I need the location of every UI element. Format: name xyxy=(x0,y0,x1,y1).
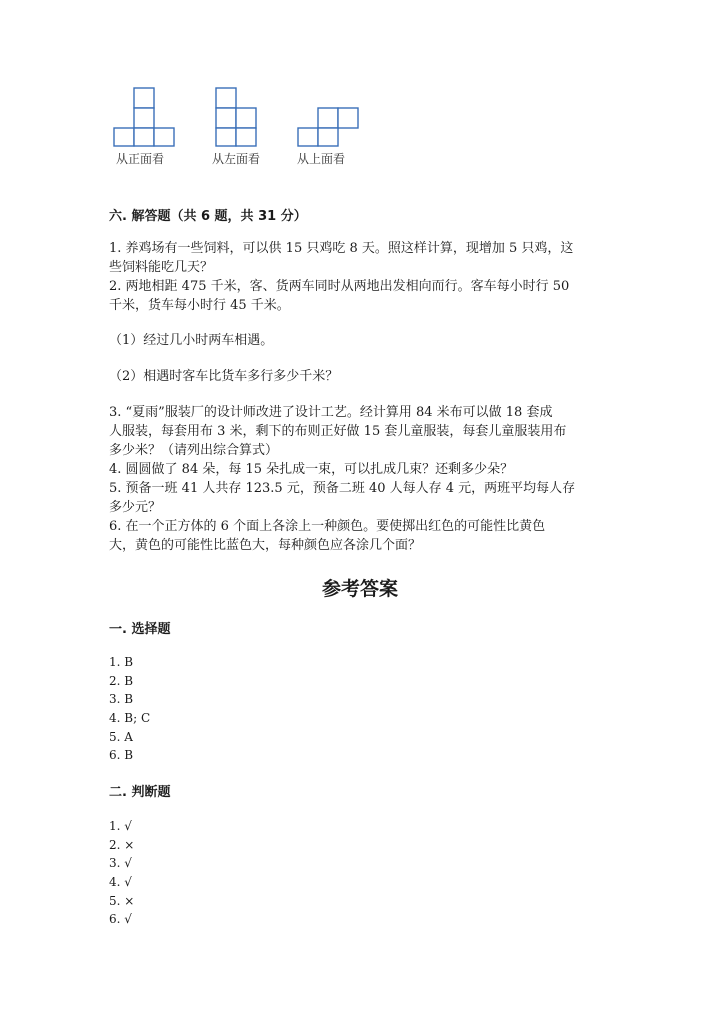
answers-title: 参考答案 xyxy=(321,578,398,600)
answers-section1-list xyxy=(109,653,150,765)
q3-line1: 3. “夏雨”服装厂的设计师改进了设计工艺。经计算用 84 米布可以做 18 套成 xyxy=(109,405,553,420)
front-view-caption: 从正面看 xyxy=(116,152,165,166)
q5-line1: 5. 预备一班 41 人共存 123.5 元，预备二班 40 人每人存 4 元，两班平均每人存 xyxy=(109,481,576,496)
top-view-drawing xyxy=(297,86,361,148)
q3-line3: 多少米？（请列出综合算式） xyxy=(109,443,279,458)
answer-item: 4. B; C xyxy=(109,711,151,726)
three-view-figure xyxy=(110,86,370,172)
answer-item: 2. B xyxy=(109,673,134,688)
answers-section2-list xyxy=(109,817,134,929)
q2-sub2: （2）相遇时客车比货车多行多少千米？ xyxy=(109,369,339,384)
question-2 xyxy=(109,277,614,315)
answer-item: 1. √ xyxy=(109,819,132,833)
question-3 xyxy=(109,403,614,460)
answer-item: 6. B xyxy=(109,748,134,763)
answer-item: 4. √ xyxy=(109,875,132,890)
front-view xyxy=(113,86,175,166)
answer-item: 5. A xyxy=(109,729,133,744)
q2-line1: 2. 两地相距 475 千米，客、货两车同时从两地出发相向而行。客车每小时行 50 xyxy=(109,279,570,294)
section6-heading: 六. 解答题（共 6 题，共 31 分） xyxy=(109,209,307,224)
answer-item: 1. B xyxy=(109,655,134,669)
answer-item: 3. B xyxy=(109,692,134,707)
q6-line1: 6. 在一个正方体的 6 个面上各涂上一种颜色。要使掷出红色的可能性比黄色 xyxy=(109,519,546,534)
top-view xyxy=(297,86,361,166)
answer-item: 3. √ xyxy=(109,856,132,871)
q6-line2: 大，黄色的可能性比蓝色大，每种颜色应各涂几个面？ xyxy=(109,538,422,553)
answer-item: 2. × xyxy=(109,837,135,852)
front-view-drawing xyxy=(113,86,175,148)
q3-line2: 人服装，每套用布 3 米，剩下的布则正好做 15 套儿童服装，每套儿童服装用布 xyxy=(109,424,567,439)
top-view-caption: 从上面看 xyxy=(297,152,346,166)
answers-section2-heading: 二. 判断题 xyxy=(109,785,171,800)
question-4: 4. 圆圆做了 84 朵，每 15 朵扎成一束，可以扎成几束？还剩多少朵？ xyxy=(109,462,514,477)
q2-line2: 千米，货车每小时行 45 千米。 xyxy=(109,298,290,313)
answers-section1-heading: 一. 选择题 xyxy=(109,622,171,637)
question-1 xyxy=(109,239,614,277)
question-6 xyxy=(109,517,614,555)
question-5 xyxy=(109,479,614,517)
left-view-caption: 从左面看 xyxy=(212,152,261,166)
q1-line2: 些饲料能吃几天？ xyxy=(109,260,214,275)
answer-item: 6. √ xyxy=(109,912,132,927)
answer-item: 5. × xyxy=(109,893,135,908)
q2-sub1: （1）经过几小时两车相遇。 xyxy=(109,333,274,348)
q5-line2: 多少元？ xyxy=(109,500,162,515)
left-view-drawing xyxy=(215,86,259,148)
left-view xyxy=(212,86,261,166)
q1-line1: 1. 养鸡场有一些饲料，可以供 15 只鸡吃 8 天。照这样计算，现增加 5 只鸡，这 xyxy=(109,241,574,256)
